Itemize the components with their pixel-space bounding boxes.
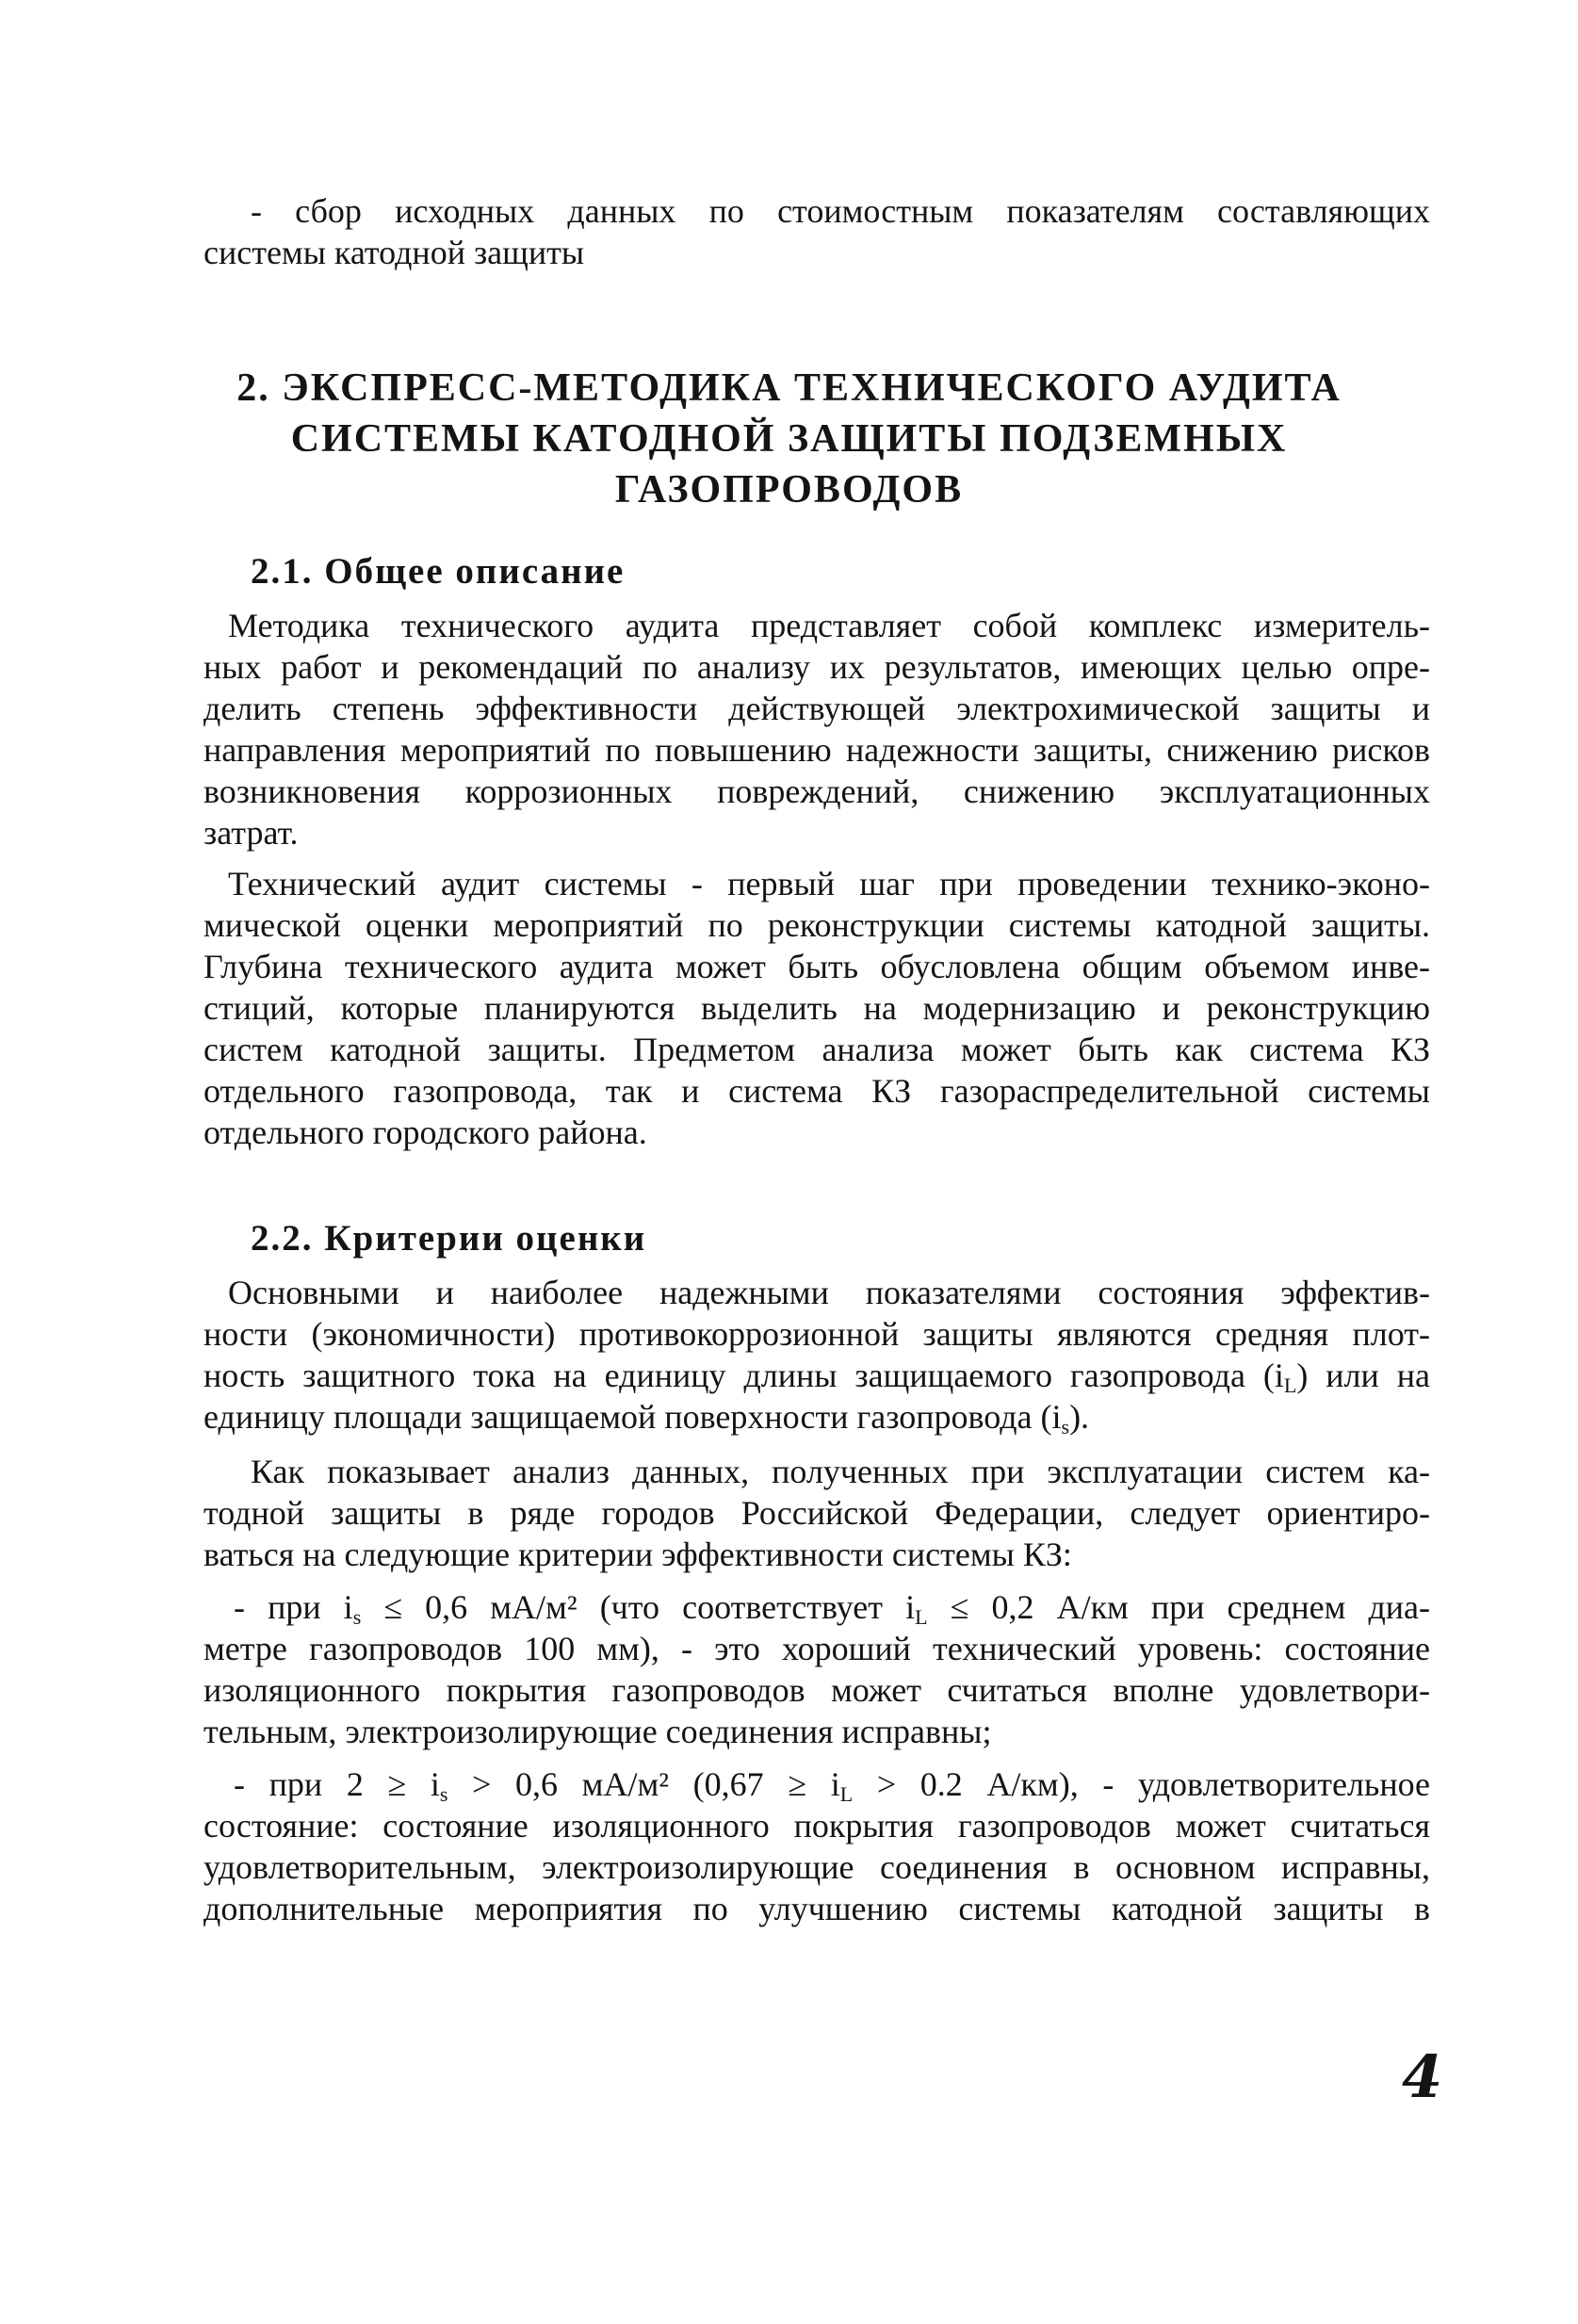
para-line: Технический аудит системы - первый шаг при проведении технико-эконо- [228,865,1430,902]
intro-line-2: системы катодной защиты [203,234,585,271]
para-line: стиций, которые планируются выделить на модернизацию и реконструкцию [203,989,1430,1027]
text-run: > 0,6 мА/м² (0,67 ≥ i [447,1765,840,1803]
para-line: отдельного городского района. [203,1113,647,1151]
section-title-line-2: СИСТЕМЫ КАТОДНОЙ ЗАЩИТЫ ПОДЗЕМНЫХ [290,417,1288,461]
para-line-with-subscript [203,1353,1430,1398]
section-title-line-3: ГАЗОПРОВОДОВ [614,468,964,512]
criterion-1-line-3: изоляционного покрытия газопроводов может считаться вполне удовлетвори- [203,1671,1430,1709]
text-run: ) или на [1296,1357,1430,1394]
para-line: тодной защиты в ряде городов Российской Федерации, следует ориентиро- [203,1494,1430,1532]
text-run: ность защитного тока на единицу длины защищаемого газопровода (i [203,1357,1284,1394]
para-line: направления мероприятий по повышению надежности защиты, снижению рисков [203,731,1430,769]
text-run: единицу площади защищаемой поверхности газопровода (i [203,1398,1062,1436]
subscript: L [1283,1373,1297,1397]
text-run: - при i [234,1588,353,1626]
criterion-2-line-3: удовлетворительным, электроизолирующие соединения в основном исправны, [203,1848,1430,1886]
text-run: - при 2 ≥ i [234,1765,440,1803]
criterion-1-line-2: метре газопроводов 100 мм), - это хороший технический уровень: состояние [203,1630,1430,1667]
text-run: ≤ 0,2 А/км при среднем диа- [927,1588,1430,1626]
para-line-with-subscript [203,1394,1089,1439]
criterion-2-line-4: дополнительные мероприятия по улучшению системы катодной защиты в [203,1890,1430,1927]
subscript: s [352,1605,362,1629]
para-line: ных работ и рекомендаций по анализу их результатов, имеющих целью опре- [203,648,1430,686]
para-line: Методика технического аудита представляет собой комплекс измеритель- [228,607,1430,644]
text-run: ≤ 0,6 мА/м² (что соответствует i [361,1588,916,1626]
intro-line-1: - сбор исходных данных по стоимостным показателям составляющих [251,192,1430,230]
text-run: > 0.2 А/км), - удовлетворительное [853,1765,1430,1803]
para-line: возникновения коррозионных повреждений, снижению эксплуатационных [203,772,1430,810]
section-title-line-1: 2. ЭКСПРЕСС-МЕТОДИКА ТЕХНИЧЕСКОГО АУДИТА [236,366,1342,410]
subscript: s [1061,1415,1070,1438]
subsection-heading-2-1: 2.1. Общее описание [251,551,626,592]
criterion-2-line-1 [234,1762,1430,1807]
criterion-1-line-4: тельным, электроизолирующие соединения исправны; [203,1713,992,1750]
para-line: систем катодной защиты. Предметом анализа может быть как система КЗ [203,1031,1430,1068]
text-run: ). [1069,1398,1090,1436]
para-line: мической оценки мероприятий по реконструкции системы катодной защиты. [203,906,1430,944]
para-line: ности (экономичности) противокоррозионной защиты являются средняя плот- [203,1315,1430,1353]
para-line: Основными и наиболее надежными показателями состояния эффектив- [228,1274,1430,1311]
para-line: ваться на следующие критерии эффективности системы КЗ: [203,1536,1072,1573]
subscript: s [439,1782,448,1806]
page-number: 4 [1402,2042,1443,2111]
subscript: L [839,1782,854,1806]
criterion-2-line-2: состояние: состояние изоляционного покрытия газопроводов может считаться [203,1807,1430,1845]
para-line: Как показывает анализ данных, полученных при эксплуатации систем ка- [251,1453,1430,1490]
para-line: отдельного газопровода, так и система КЗ газораспределительной системы [203,1072,1430,1110]
subscript: L [915,1605,928,1629]
criterion-1-line-1 [234,1585,1430,1630]
subsection-heading-2-2: 2.2. Критерии оценки [251,1218,647,1259]
para-line: затрат. [203,814,299,852]
para-line: Глубина технического аудита может быть обусловлена общим объемом инве- [203,948,1430,985]
para-line: делить степень эффективности действующей электрохимической защиты и [203,690,1430,727]
